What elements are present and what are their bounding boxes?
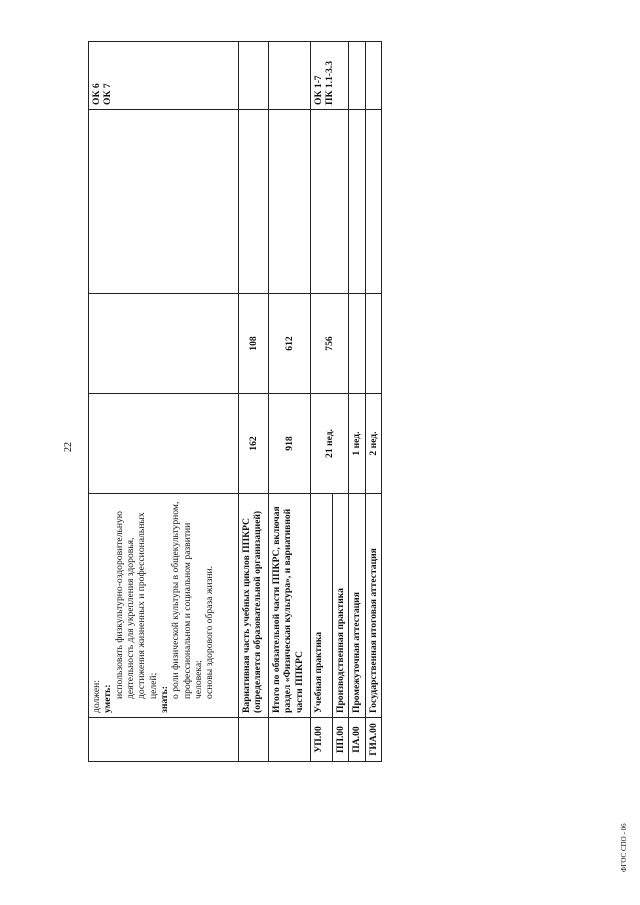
- row-code: ПП.00: [333, 718, 349, 762]
- competency-code: ПК 1.1-3.3: [324, 61, 336, 105]
- discipline-cell: [349, 110, 365, 294]
- competency-cell: [239, 42, 269, 110]
- row-name: Вариативная часть учебных циклов ППКРС (определяется образовательной организацией): [239, 494, 269, 718]
- table-row: [239, 42, 269, 762]
- hours-value: 108: [239, 294, 269, 394]
- hours-cell: [365, 294, 381, 394]
- hours-value: 756: [311, 294, 349, 394]
- competency-code: ОК 6: [91, 83, 102, 105]
- hours-value: 612: [269, 294, 311, 394]
- weeks-value: 1 нед.: [349, 394, 365, 494]
- table-row: [311, 42, 333, 762]
- row-name: Производственная практика: [333, 494, 349, 718]
- row-code: ПА.00: [349, 718, 365, 762]
- table-row: [89, 42, 239, 762]
- discipline-cell: [311, 110, 349, 294]
- competency-cell: [349, 42, 365, 110]
- competency-cell: [269, 42, 311, 110]
- competency-cell: [311, 42, 349, 110]
- code-cell: [269, 718, 311, 762]
- code-cell: [239, 718, 269, 762]
- discipline-cell: [89, 110, 239, 294]
- hours-cell: [349, 294, 365, 394]
- curriculum-table: [88, 41, 382, 762]
- list-item: основы здорового образа жизни.: [204, 565, 216, 699]
- footer-label: ФГОС СПО - 06: [620, 823, 628, 872]
- description-cell: [89, 494, 239, 718]
- row-name: Промежуточная аттестация: [349, 494, 365, 718]
- curriculum-table-rotated: [88, 42, 379, 762]
- list-item: уметь:: [102, 684, 114, 713]
- row-name: Итого по обязательной части ППКРС, включая раздел «Физическая культура», и вариативной части ППКРС: [269, 494, 311, 718]
- max-load-cell: [89, 394, 239, 494]
- discipline-cell: [269, 110, 311, 294]
- weeks-value: 21 нед.: [311, 394, 349, 494]
- list-item: использовать физкультурно-оздоровительную деятельность для укрепления здоровья, достижения жизненных и профессиональных целей;: [113, 511, 159, 699]
- competency-code: ОК 1-7: [313, 75, 324, 105]
- row-code: ГИА.00: [365, 718, 381, 762]
- table-row: [349, 42, 365, 762]
- list-item: о роли физической культуры в общекультурном, профессиональном и социальном развитии человека;: [170, 501, 204, 699]
- table-row: [269, 42, 311, 762]
- max-load-value: 918: [269, 394, 311, 494]
- table-row: [365, 42, 381, 762]
- list-item: знать:: [158, 686, 170, 713]
- max-load-value: 162: [239, 394, 269, 494]
- hours-cell: [89, 294, 239, 394]
- discipline-cell: [365, 110, 381, 294]
- competency-cell: [365, 42, 381, 110]
- page-number: 22: [63, 442, 74, 452]
- code-cell: [89, 718, 239, 762]
- weeks-value: 2 нед.: [365, 394, 381, 494]
- discipline-cell: [239, 110, 269, 294]
- row-name: Государственная итоговая аттестация: [365, 494, 381, 718]
- row-name: Учебная практика: [311, 494, 333, 718]
- row-code: УП.00: [311, 718, 333, 762]
- competency-code: ОК 7: [102, 83, 114, 105]
- list-item: должен:: [91, 680, 102, 713]
- competency-cell: [89, 42, 239, 110]
